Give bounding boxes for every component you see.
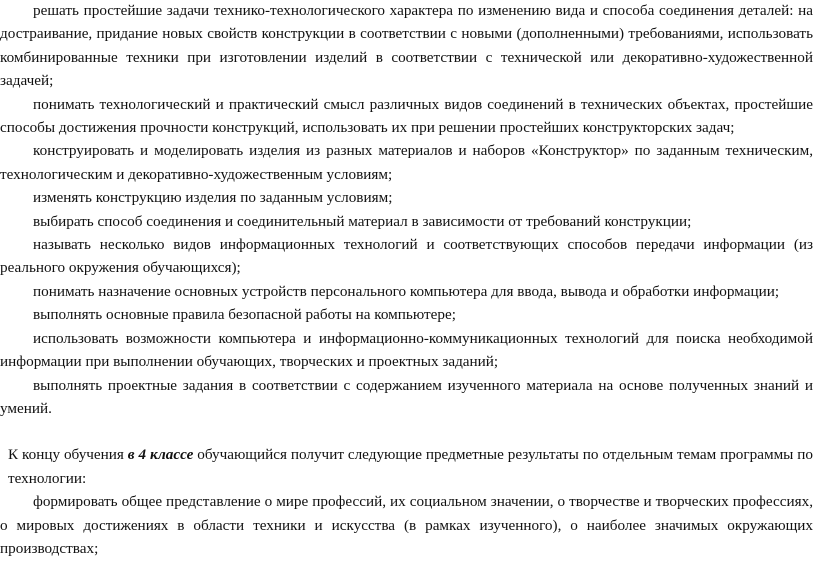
grade-emphasis: в 4 классе (127, 446, 194, 464)
list-item: использовать возможности компьютера и информационно-коммуникационных технологий для поиска необходимой информации при выполнении обучающих, творческих и проектных заданий; (0, 329, 813, 371)
list-item: понимать назначение основных устройств персонального компьютера для ввода, вывода и обработки информации; (33, 282, 780, 300)
list-item: выбирать способ соединения и соединительный материал в зависимости от требований конструкции; (33, 212, 692, 230)
list-item: выполнять проектные задания в соответствии с содержанием изученного материала на основе полученных знаний и умений. (0, 376, 813, 417)
list-item: конструировать и моделировать изделия из разных материалов и наборов «Конструктор» по заданным техническим, технологическим и декоративно-художественным условиям; (0, 142, 813, 183)
paragraph-gap (0, 420, 813, 443)
list-item: выполнять основные правила безопасной работы на компьютере; (33, 306, 456, 324)
list-item: изменять конструкцию изделия по заданным условиям; (33, 189, 393, 207)
intro-text-after: обучающийся получит следующие предметные результаты по отдельным темам программы по технологии: (8, 446, 813, 487)
list-item: называть несколько видов информационных технологий и соответствующих способов передачи информации (из реального окружения обучающихся); (0, 236, 813, 277)
grade-intro-paragraph (0, 443, 813, 490)
intro-text-before: К концу обучения (8, 446, 128, 464)
list-item: формировать общее представление о мире профессий, их социальном значении, о творчестве и творческих профессиях, о мировых достижениях в области техники и искусства (в рамках изученного), о наиболее значимых окружающих производствах; (0, 493, 813, 557)
list-item: решать простейшие задачи технико-технологического характера по изменению вида и способа соединения деталей: на достраивание, придание новых свойств конструкции в соответствии с новыми (дополненными) требованиями, использовать комбинированные техники при изготовлении изделий в соответствии с технической или декоративно-художественной задачей; (0, 2, 813, 90)
list-item: понимать технологический и практический смысл различных видов соединений в технических объектах, простейшие способы достижения прочности конструкций, использовать их при решении простейших конструкторских задач; (0, 95, 813, 137)
